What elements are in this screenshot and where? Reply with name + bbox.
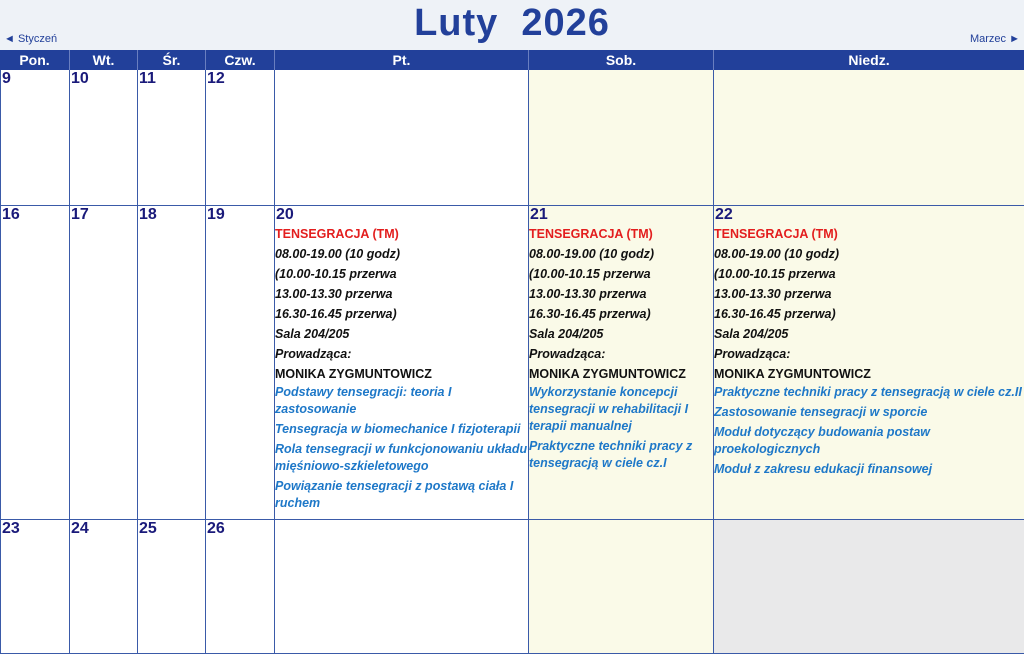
event-topic: Moduł z zakresu edukacji finansowej: [714, 462, 933, 476]
day-cell[interactable]: [206, 206, 275, 520]
event-topic: Praktyczne techniki pracy z tensegracją w ciele cz.I: [529, 439, 693, 470]
day-cell[interactable]: [0, 520, 70, 654]
event-teacher-label: Prowadząca:: [714, 347, 791, 361]
event-time: 08.00-19.00 (10 godz): [275, 247, 401, 261]
day-cell[interactable]: [529, 70, 714, 206]
event-teacher: MONIKA ZYGMUNTOWICZ: [529, 367, 686, 381]
day-number: 9: [2, 70, 11, 87]
event-break: (10.00-10.15 przerwa: [275, 267, 397, 281]
event-teacher: MONIKA ZYGMUNTOWICZ: [275, 367, 432, 381]
event-topic: Rola tensegracji w funkcjonowaniu układu mięśniowo-szkieletowego: [275, 442, 528, 473]
event-break: (10.00-10.15 przerwa: [714, 267, 836, 281]
day-cell[interactable]: [0, 206, 70, 520]
day-number: 10: [71, 70, 89, 87]
event-teacher-label: Prowadząca:: [529, 347, 606, 361]
weekday-sun: Niedz.: [714, 50, 1024, 70]
day-cell[interactable]: [138, 70, 206, 206]
event-break: 16.30-16.45 przerwa): [714, 307, 836, 321]
day-cell[interactable]: [206, 520, 275, 654]
day-cell-saturday-21[interactable]: [529, 206, 714, 520]
day-number: 23: [2, 520, 20, 537]
event-room: Sala 204/205: [275, 327, 350, 341]
event-topic: Powiązanie tensegracji z postawą ciała I ruchem: [275, 479, 514, 510]
prev-month-link[interactable]: ◄ Styczeń: [4, 33, 58, 45]
day-cell[interactable]: [70, 70, 138, 206]
day-number: 11: [139, 70, 156, 87]
event-teacher: MONIKA ZYGMUNTOWICZ: [714, 367, 871, 381]
event-time: 08.00-19.00 (10 godz): [529, 247, 655, 261]
event-break: 16.30-16.45 przerwa): [275, 307, 397, 321]
day-cell[interactable]: [714, 70, 1024, 206]
day-number: 20: [276, 206, 294, 223]
day-number: 17: [71, 206, 89, 223]
weekday-fri: Pt.: [275, 50, 529, 70]
day-number: 26: [207, 520, 225, 537]
weekday-tue: Wt.: [70, 50, 138, 70]
day-cell[interactable]: [275, 70, 529, 206]
event-title: TENSEGRACJA (TM): [714, 227, 838, 241]
event-topic: Tensegracja w biomechanice I fizjoterapii: [275, 422, 521, 436]
event-topic: Podstawy tensegracji: teoria I zastosowanie: [275, 385, 452, 416]
day-number: 24: [71, 520, 89, 537]
day-number: 22: [715, 206, 733, 223]
event-break: (10.00-10.15 przerwa: [529, 267, 651, 281]
day-number: 18: [139, 206, 157, 223]
weekday-thu: Czw.: [206, 50, 275, 70]
weekday-wed: Śr.: [138, 50, 206, 70]
event-break: 16.30-16.45 przerwa): [529, 307, 651, 321]
day-cell[interactable]: [275, 520, 529, 654]
event-break: 13.00-13.30 przerwa: [275, 287, 393, 301]
weekday-sat: Sob.: [529, 50, 714, 70]
day-cell[interactable]: [138, 520, 206, 654]
event-room: Sala 204/205: [714, 327, 789, 341]
day-number: 12: [207, 70, 225, 87]
event-topic: Zastosowanie tensegracji w sporcie: [714, 405, 928, 419]
event-block[interactable]: [529, 224, 713, 472]
day-number: 21: [530, 206, 548, 223]
day-cell[interactable]: [206, 70, 275, 206]
day-cell-sunday-22[interactable]: [714, 206, 1024, 520]
event-teacher-label: Prowadząca:: [275, 347, 352, 361]
day-cell-friday-20[interactable]: [275, 206, 529, 520]
day-cell[interactable]: [529, 520, 714, 654]
calendar-header: [0, 0, 1024, 50]
day-cell[interactable]: [0, 70, 70, 206]
event-break: 13.00-13.30 przerwa: [714, 287, 832, 301]
day-cell[interactable]: [70, 520, 138, 654]
event-topic: Praktyczne techniki pracy z tensegracją w ciele cz.II: [714, 385, 1022, 399]
day-cell[interactable]: [70, 206, 138, 520]
month-title: Luty 2026: [414, 2, 610, 44]
day-cell[interactable]: [138, 206, 206, 520]
weekday-mon: Pon.: [0, 50, 70, 70]
event-block[interactable]: [275, 224, 528, 512]
event-break: 13.00-13.30 przerwa: [529, 287, 647, 301]
day-cell-outside-month: [714, 520, 1024, 654]
event-title: TENSEGRACJA (TM): [529, 227, 653, 241]
event-time: 08.00-19.00 (10 godz): [714, 247, 840, 261]
event-topic: Moduł dotyczący budowania postaw proekologicznych: [714, 425, 930, 456]
event-block[interactable]: [714, 224, 1024, 478]
event-title: TENSEGRACJA (TM): [275, 227, 399, 241]
event-room: Sala 204/205: [529, 327, 604, 341]
day-number: 19: [207, 206, 225, 223]
day-number: 16: [2, 206, 20, 223]
day-number: 25: [139, 520, 157, 537]
event-topic: Wykorzystanie koncepcji tensegracji w rehabilitacji I terapii manualnej: [529, 385, 689, 433]
next-month-link[interactable]: Marzec ►: [969, 33, 1020, 45]
